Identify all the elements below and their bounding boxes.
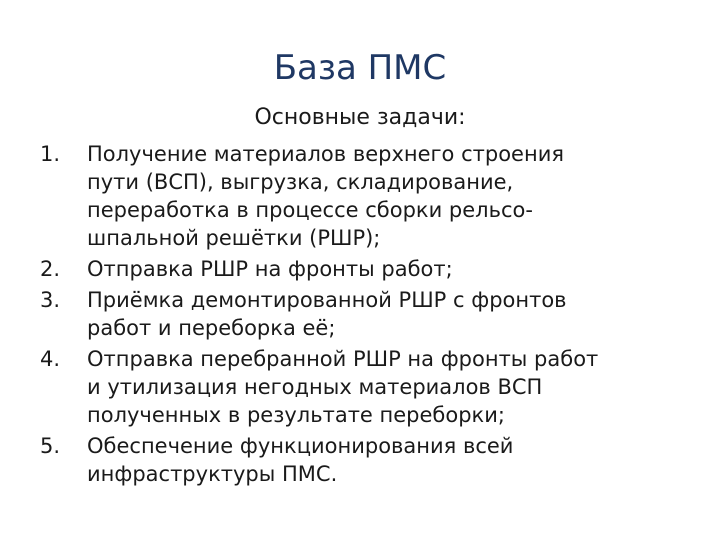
slide-title: База ПМС: [273, 48, 447, 88]
slide-subtitle: Основные задачи:: [254, 105, 466, 130]
task-item-5: [40, 432, 680, 488]
task-item-3: [40, 286, 680, 342]
task-item-4: [40, 345, 680, 429]
task-number: 1.: [40, 142, 61, 166]
task-number: 3.: [40, 288, 61, 312]
task-item-1: [40, 140, 680, 252]
task-text: Получение материалов верхнего строения пути (ВСП), выгрузка, складирование, переработка в процессе сборки рельсо- шпальной решётки (РШР);: [87, 142, 564, 250]
task-number: 5.: [40, 434, 61, 458]
task-number: 4.: [40, 347, 61, 371]
task-item-2: [40, 255, 680, 283]
task-text: Обеспечение функционирования всей инфраструктуры ПМС.: [87, 434, 514, 486]
task-number: 2.: [40, 257, 61, 281]
task-text: Приёмка демонтированной РШР с фронтов работ и переборка её;: [87, 288, 567, 340]
task-list: [40, 140, 680, 491]
task-text: Отправка РШР на фронты работ;: [87, 257, 453, 281]
task-text: Отправка перебранной РШР на фронты работ и утилизация негодных материалов ВСП полученных в результате переборки;: [87, 347, 599, 427]
